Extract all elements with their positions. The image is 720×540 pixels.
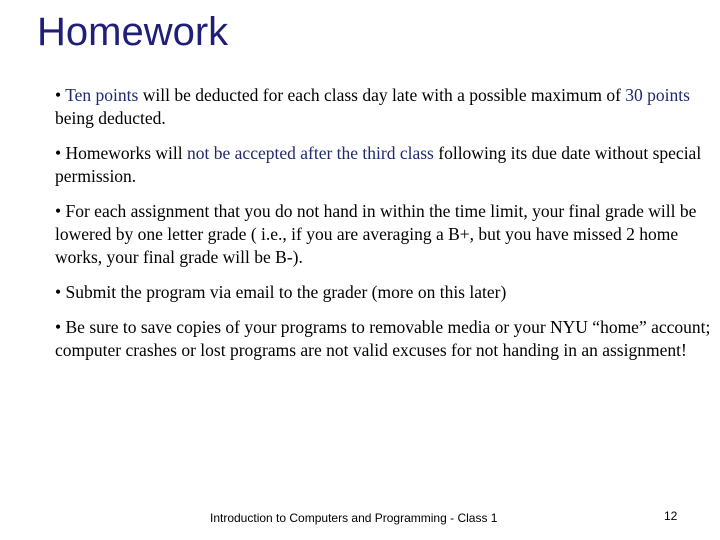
bullet-highlight-text: not be accepted after the third class [187, 143, 434, 163]
bullet-text: being deducted. [55, 108, 166, 128]
bullet-text: following its due date without special permission. [55, 143, 702, 186]
bullet-list [55, 84, 715, 374]
bullet-text: • Homeworks will [55, 143, 188, 163]
bullet-text: • [55, 85, 66, 105]
footer-text: Introduction to Computers and Programming - Class 1 [210, 511, 498, 525]
bullet-text: will be deducted for each class day late with a possible maximum of [138, 85, 626, 105]
bullet-item [55, 281, 715, 304]
bullet-text: • For each assignment that you do not hand in within the time limit, your final grade will be lowered by one letter grade ( i.e., if you are averaging a B+, but you have missed 2 home works, your final grade will be B-). [55, 201, 697, 267]
bullet-item [55, 84, 715, 130]
bullet-item [55, 142, 715, 188]
bullet-text: • Submit the program via email to the grader (more on this later) [55, 282, 507, 302]
bullet-highlight-text: 30 points [625, 85, 690, 105]
page-number: 12 [664, 509, 678, 523]
bullet-highlight-text: Ten points [65, 85, 139, 105]
bullet-item [55, 316, 715, 362]
slide-title: Homework [37, 10, 229, 54]
bullet-item [55, 200, 715, 269]
bullet-text: • Be sure to save copies of your programs to removable media or your NYU “home” account; computer crashes or lost programs are not valid excuses for not handing in an assignment! [55, 317, 711, 360]
